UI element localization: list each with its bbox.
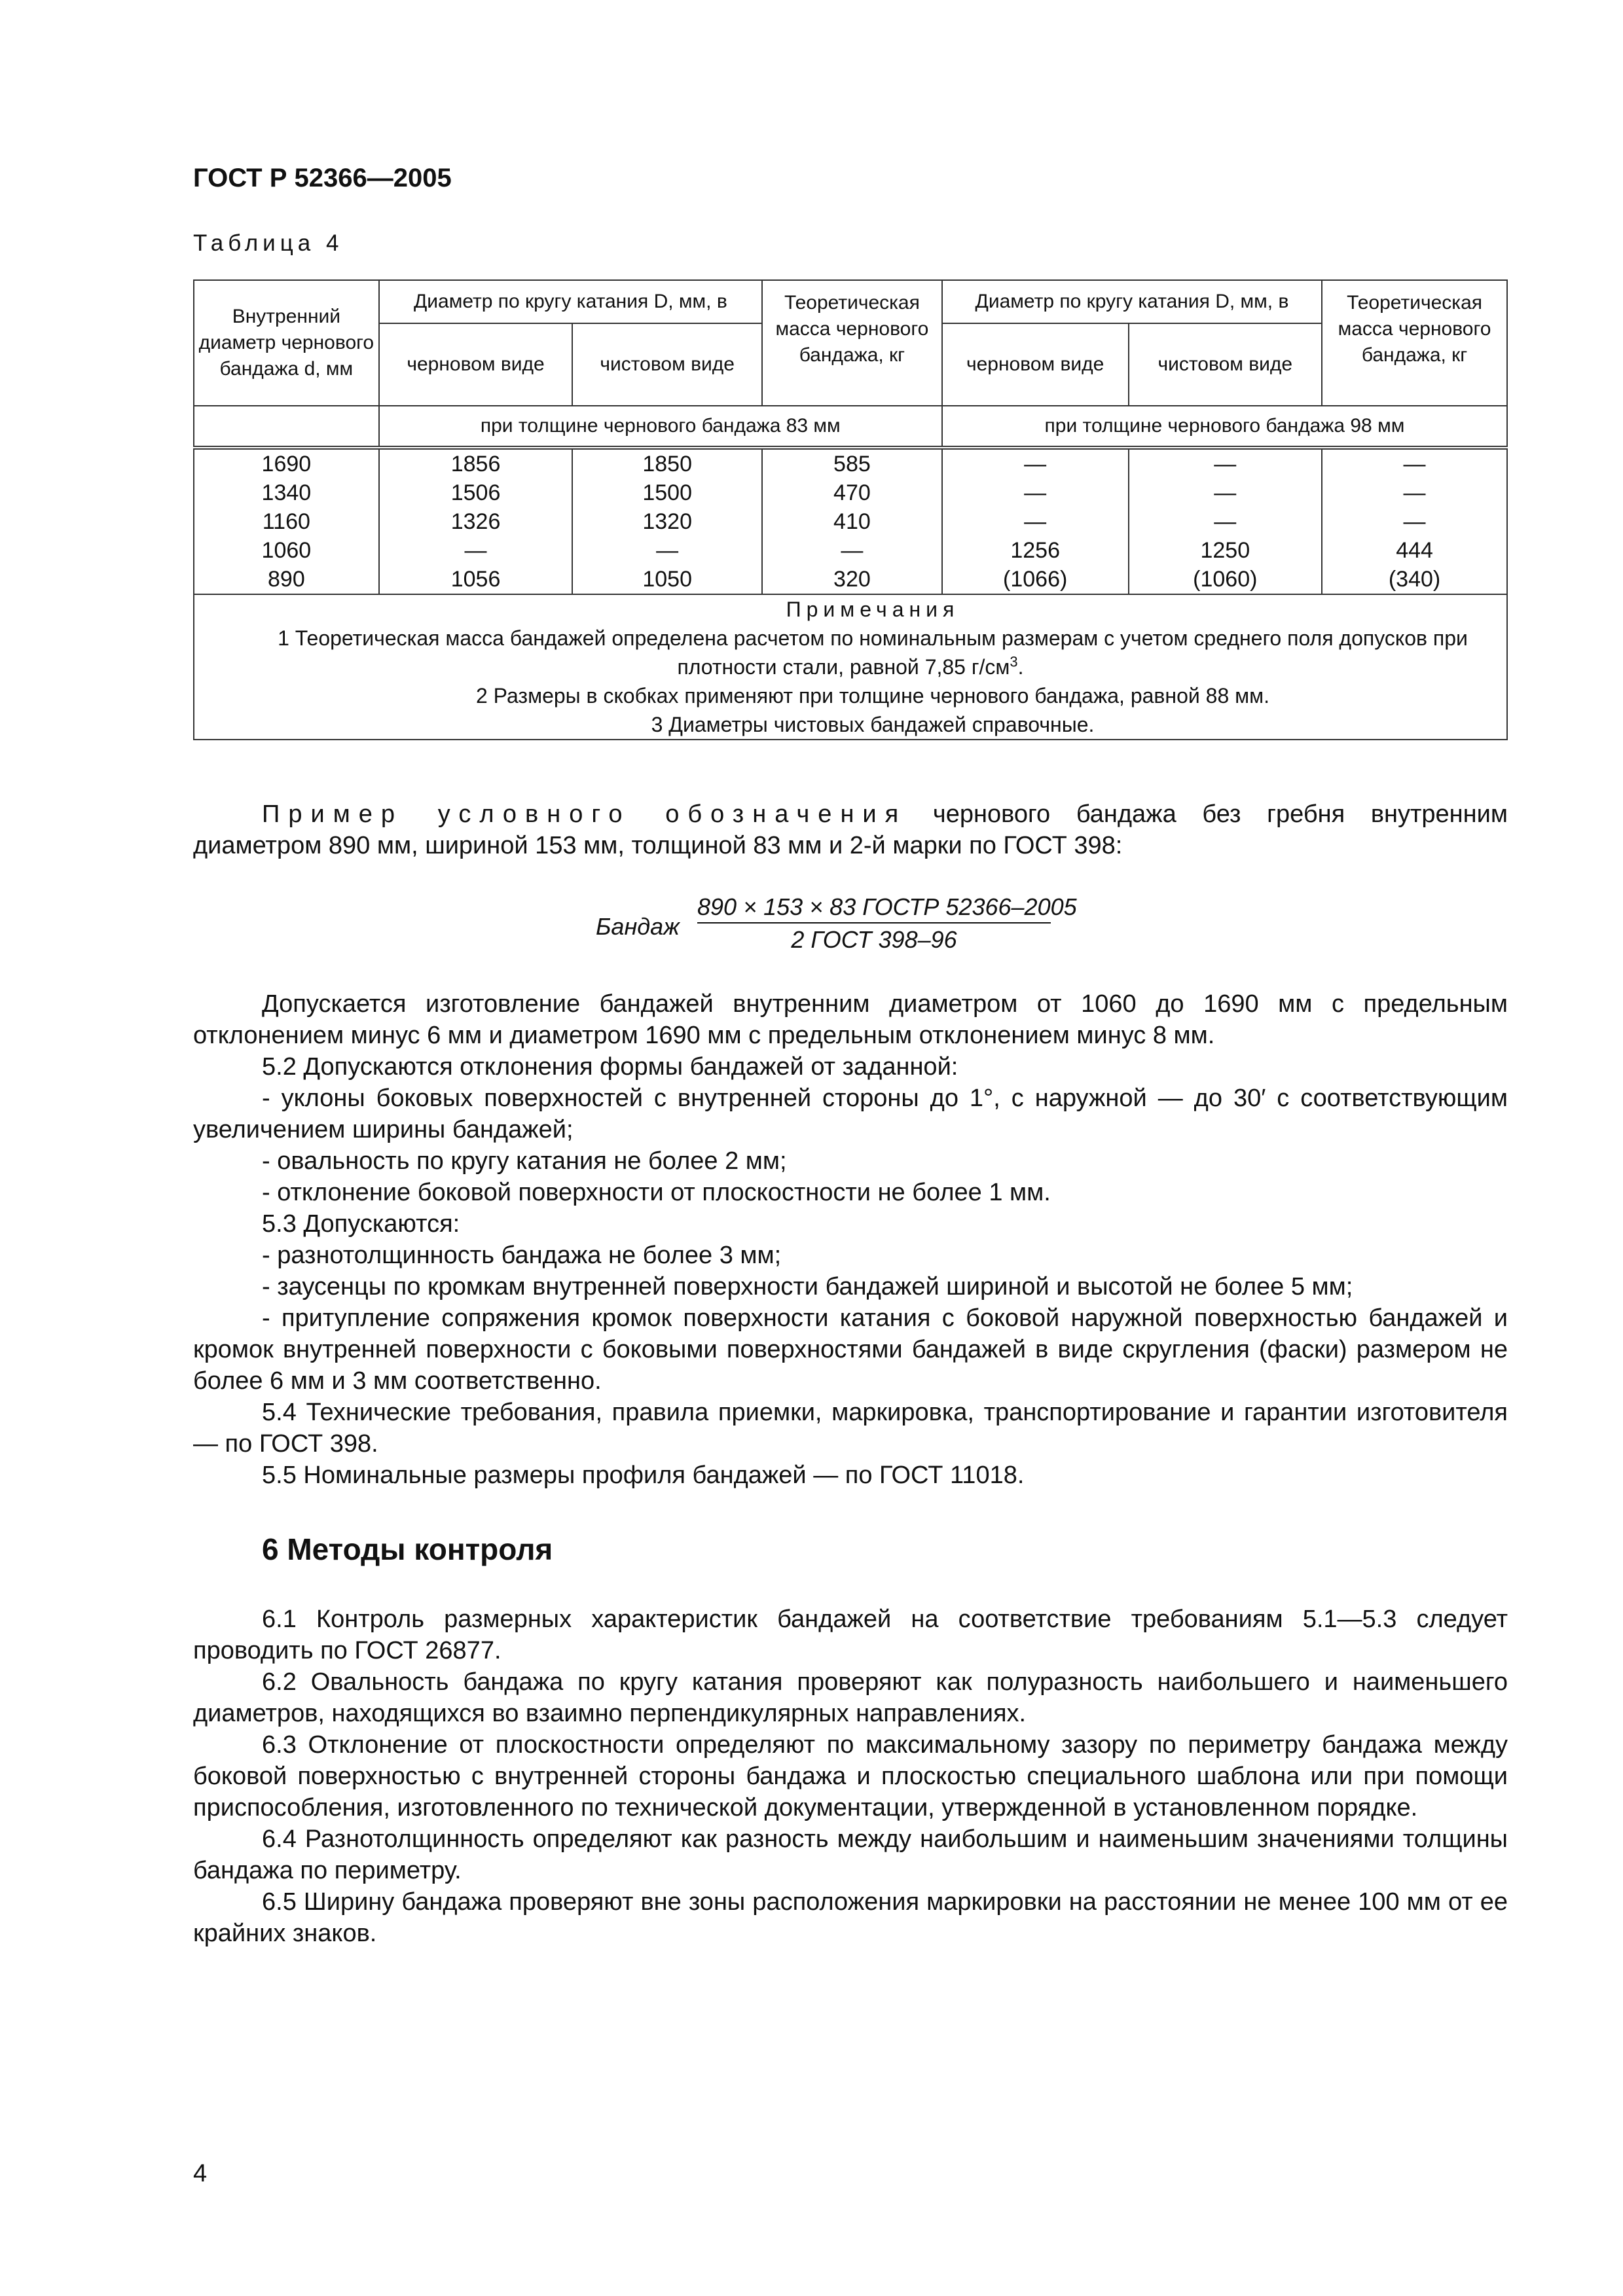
table-cell: 585	[833, 452, 871, 476]
paragraph: - отклонение боковой поверхности от плоскостности не более 1 мм.	[262, 1179, 1051, 1206]
table-cell: 1856	[450, 452, 501, 476]
data-table	[193, 279, 1508, 740]
header-mass-98: Теоретическая масса чернового бандажа, кг	[1322, 280, 1507, 406]
table-cell: 1320	[642, 509, 692, 534]
table-cell: 1326	[450, 509, 501, 534]
column-rough-83	[379, 448, 573, 594]
page-number: 4	[193, 2160, 208, 2187]
table-cell: 1500	[642, 480, 692, 505]
table-cell: —	[1403, 452, 1426, 476]
header-empty-cell	[194, 406, 379, 448]
paragraph: - разнотолщинность бандажа не более 3 мм;	[262, 1242, 782, 1269]
table-cell: 1056	[450, 567, 501, 592]
column-mass-83	[762, 448, 942, 594]
table-cell: —	[1024, 480, 1047, 505]
table-cell: —	[1214, 452, 1237, 476]
table-cell: —	[1214, 509, 1237, 534]
table-cell: 1340	[261, 480, 312, 505]
table-notes	[194, 594, 1507, 740]
formula-label: Бандаж	[596, 913, 680, 940]
header-inner-diameter: Внутренний диаметр чернового бандажа d, мм	[194, 280, 379, 406]
header-thickness-83: при толщине чернового бандажа 83 мм	[379, 406, 942, 448]
paragraph: 5.3 Допускаются:	[262, 1210, 460, 1238]
table-cell: 1250	[1200, 538, 1250, 563]
paragraph: - притупление сопряжения кромок поверхности катания с боковой наружной поверхностью бандажей и кромок внутренней поверхности с боковыми поверхностями бандажей в виде скругления (фаски) размером не более 6 мм и 3 мм соответственно.	[193, 1304, 1508, 1395]
header-rough-83: черновом виде	[379, 323, 573, 406]
table-cell: 470	[833, 480, 871, 505]
paragraph: 6.3 Отклонение от плоскостности определяют по максимальному зазору по периметру бандажа между боковой поверхностью с внутренней стороны бандажа и плоскостью специального шаблона или при помощи приспособления, изготовленного по технической документации, утвержденной в установленном порядке.	[193, 1731, 1508, 1821]
table-cell: —	[1214, 480, 1237, 505]
table-cell: 1850	[642, 452, 692, 476]
note-3: 3 Диаметры чистовых бандажей справочные.	[651, 713, 1095, 736]
column-finish-98	[1129, 448, 1322, 594]
note-1	[198, 624, 1503, 681]
table-cell: —	[1403, 480, 1426, 505]
table-caption: Таблица 4	[193, 230, 344, 256]
paragraph: 5.5 Номинальные размеры профиля бандажей — по ГОСТ 11018.	[262, 1462, 1025, 1489]
note-1-end: .	[1017, 655, 1024, 679]
table-cell: 1506	[450, 480, 501, 505]
column-finish-83	[572, 448, 762, 594]
document-header: ГОСТ Р 52366—2005	[193, 164, 452, 192]
formula-numerator: 890 × 153 × 83 ГОСТР 52366–2005	[697, 893, 1051, 924]
table-cell: 1050	[642, 567, 692, 592]
table-cell: (1060)	[1193, 567, 1258, 592]
paragraph: 6.2 Овальность бандажа по кругу катания проверяют как полуразность наибольшего и наименьшего диаметров, находящихся во взаимно перпендикулярных направлениях.	[193, 1668, 1508, 1727]
table-cell: 1060	[261, 538, 312, 563]
table-cell: —	[656, 538, 679, 563]
formula-fraction	[697, 893, 1077, 954]
paragraph: 6.5 Ширину бандажа проверяют вне зоны расположения маркировки на расстоянии не менее 100 мм от ее крайних знаков.	[193, 1888, 1508, 1947]
paragraph: 5.2 Допускаются отклонения формы бандажей от заданной:	[262, 1053, 958, 1081]
example-text: чернового бандажа без гребня внутренним диаметром 890 мм, шириной 153 мм, толщиной 83 мм и 2-й марки по ГОСТ 398:	[193, 800, 1508, 859]
header-finish-83: чистовом виде	[572, 323, 762, 406]
paragraph: 5.4 Технические требования, правила приемки, маркировка, транспортирование и гарантии изготовителя — по ГОСТ 398.	[193, 1399, 1508, 1458]
example-lead: Пример условного обозначения	[262, 800, 907, 828]
paragraph: - овальность по кругу катания не более 2 мм;	[262, 1147, 787, 1175]
table-cell: —	[841, 538, 864, 563]
table-cell: (340)	[1388, 567, 1441, 592]
note-2: 2 Размеры в скобках применяют при толщине чернового бандажа, равной 88 мм.	[475, 684, 1270, 708]
paragraph: Допускается изготовление бандажей внутренним диаметром от 1060 до 1690 мм с предельным отклонением минус 6 мм и диаметром 1690 мм с предельным отклонением минус 8 мм.	[193, 990, 1508, 1049]
section-5-text	[193, 988, 1508, 1491]
header-finish-98: чистовом виде	[1129, 323, 1322, 406]
column-rough-98	[942, 448, 1129, 594]
table-cell: 1690	[261, 452, 312, 476]
column-mass-98	[1322, 448, 1507, 594]
formula-denominator: 2 ГОСТ 398–96	[791, 926, 957, 953]
table-cell: (1066)	[1003, 567, 1068, 592]
table-cell: —	[464, 538, 487, 563]
table-cell: 1160	[262, 509, 310, 534]
note-1-text: 1 Теоретическая масса бандажей определена расчетом по номинальным размерам с учетом среднего поля допусков при плотности стали, равной 7,85 г/см	[278, 626, 1468, 679]
note-1-superscript: 3	[1010, 653, 1018, 670]
table-cell: 410	[833, 509, 871, 534]
table-cell: 890	[268, 567, 305, 592]
header-mass-83: Теоретическая масса чернового бандажа, кг	[762, 280, 942, 406]
paragraph: 6.1 Контроль размерных характеристик бандажей на соответствие требованиям 5.1—5.3 следует проводить по ГОСТ 26877.	[193, 1605, 1508, 1664]
paragraph: 6.4 Разнотолщинность определяют как разность между наибольшим и наименьшим значениями толщины бандажа по периметру.	[193, 1825, 1508, 1884]
header-diameter-group-98: Диаметр по кругу катания D, мм, в	[942, 280, 1322, 323]
paragraph: - уклоны боковых поверхностей с внутренней стороны до 1°, с наружной — до 30′ с соответствующим увеличением ширины бандажей;	[193, 1085, 1508, 1143]
paragraph: - заусенцы по кромкам внутренней поверхности бандажей шириной и высотой не более 5 мм;	[262, 1273, 1353, 1300]
table-cell: 320	[833, 567, 871, 592]
table-cell: —	[1403, 509, 1426, 534]
header-thickness-98: при толщине чернового бандажа 98 мм	[942, 406, 1507, 448]
table-cell: 444	[1396, 538, 1433, 563]
example-paragraph	[193, 798, 1508, 861]
table-cell: 1256	[1010, 538, 1060, 563]
section-6-title: 6 Методы контроля	[262, 1532, 553, 1566]
section-6-text	[193, 1604, 1508, 1949]
notes-title: Примечания	[786, 598, 960, 621]
header-rough-98: черновом виде	[942, 323, 1129, 406]
table-cell: —	[1024, 452, 1047, 476]
example-block	[193, 798, 1508, 861]
header-diameter-group-83: Диаметр по кругу катания D, мм, в	[379, 280, 762, 323]
table-cell: —	[1024, 509, 1047, 534]
column-inner-diameter	[194, 448, 379, 594]
